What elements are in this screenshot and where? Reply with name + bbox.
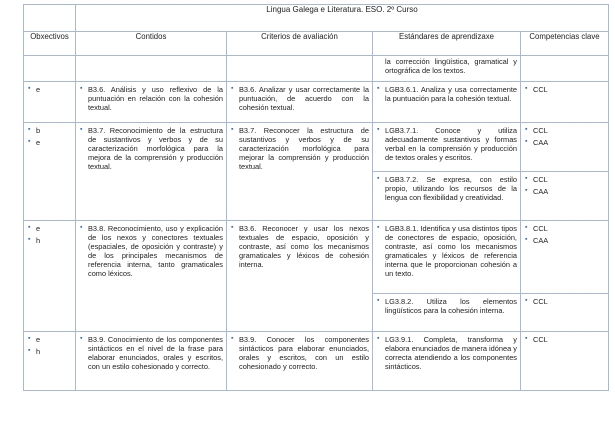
bullet-icon: ▪ bbox=[377, 85, 380, 92]
bullet-icon: ▪ bbox=[80, 335, 83, 342]
bullet-icon: ▪ bbox=[377, 335, 380, 342]
bullet-icon: ▪ bbox=[28, 138, 31, 146]
contenido-text: B3.9. Conocimiento de los componentes sintácticos en el nivel de la frase para elaborar enunciados, orales y escritos, con un estilo cohesionado y correcto. bbox=[88, 335, 223, 372]
estandar-cell bbox=[373, 221, 521, 294]
criterio-cell bbox=[227, 221, 373, 332]
bullet-icon: ▪ bbox=[525, 297, 528, 304]
estandar-text: LGB3.8.1. Identifica y usa distintos tipos de conectores de espacio, oposición, contraste, así como los mecanismos gramaticales y léxicos de referencia interna que le proporcionan cohesión a un texto. bbox=[385, 224, 517, 279]
competencia-item: CAA bbox=[533, 187, 549, 197]
criterio-text: B3.9. Conocer los componentes sintácticos para elaborar enunciados, orales y escritos, con un estilo cohesionado y correcto. bbox=[239, 335, 369, 372]
curriculum-table bbox=[23, 4, 609, 391]
criterio-cell bbox=[227, 56, 373, 82]
contenido-cell bbox=[76, 332, 227, 391]
obj-cell bbox=[24, 82, 76, 123]
bullet-icon: ▪ bbox=[525, 236, 528, 244]
obj-cell bbox=[24, 221, 76, 332]
objetivo-item: h bbox=[36, 236, 41, 246]
objetivo-item: b bbox=[36, 126, 41, 135]
objetivo-item: h bbox=[36, 347, 41, 357]
estandar-cell bbox=[373, 82, 521, 123]
estandar-text: LGB3.6.1. Analiza y usa correctamente la puntuación para la cohesión textual. bbox=[385, 85, 517, 104]
table-row bbox=[24, 332, 609, 391]
comp-cell bbox=[521, 56, 609, 82]
header-estandares: Estándares de aprendizaxe bbox=[373, 32, 521, 56]
estandar-text: LGB3.7.1. Conoce y utiliza adecuadamente sustantivos y formas verbal en la comprensión y producción de textos orales y escritos. bbox=[385, 126, 517, 163]
competencia-item: CAA bbox=[533, 138, 549, 148]
comp-cell bbox=[521, 294, 609, 332]
comp-cell bbox=[521, 221, 609, 294]
bullet-icon: ▪ bbox=[525, 85, 528, 92]
criterio-cell bbox=[227, 123, 373, 221]
contenido-cell bbox=[76, 123, 227, 221]
competencia-item: CCL bbox=[533, 335, 548, 344]
table-row bbox=[24, 221, 609, 294]
contenido-text: B3.7. Reconocimiento de la estructura de sustantivos y verbos y de su caracterización morfológica para la mejora de la comprensión y producción textual. bbox=[88, 126, 223, 172]
objetivo-item: e bbox=[36, 224, 41, 233]
bullet-icon: ▪ bbox=[377, 175, 380, 182]
competencia-item: CCL bbox=[533, 297, 548, 306]
title-blank-cell bbox=[24, 5, 76, 32]
bullet-icon: ▪ bbox=[525, 187, 528, 195]
bullet-icon: ▪ bbox=[231, 85, 234, 92]
bullet-icon: ▪ bbox=[80, 85, 83, 92]
obj-cell bbox=[24, 123, 76, 221]
header-criterios: Criterios de avaliación bbox=[227, 32, 373, 56]
bullet-icon: ▪ bbox=[377, 126, 380, 133]
estandar-text: LG3.8.2. Utiliza los elementos lingüísticos para la cohesión interna. bbox=[385, 297, 517, 316]
bullet-icon: ▪ bbox=[80, 126, 83, 133]
bullet-icon: ▪ bbox=[231, 335, 234, 342]
estandar-cell bbox=[373, 123, 521, 172]
bullet-icon: ▪ bbox=[525, 126, 528, 133]
bullet-icon: ▪ bbox=[231, 224, 234, 231]
bullet-icon: ▪ bbox=[28, 236, 31, 244]
table-row bbox=[24, 123, 609, 172]
criterio-cell bbox=[227, 82, 373, 123]
competencia-item: CCL bbox=[533, 175, 548, 184]
header-contenidos: Contidos bbox=[76, 32, 227, 56]
bullet-icon: ▪ bbox=[28, 224, 31, 231]
competencia-item: CCL bbox=[533, 126, 548, 135]
comp-cell bbox=[521, 82, 609, 123]
bullet-icon: ▪ bbox=[80, 224, 83, 231]
comp-cell bbox=[521, 332, 609, 391]
estandar-text: la corrección lingüística, gramatical y ortográfica de los textos. bbox=[385, 57, 517, 76]
estandar-cell bbox=[373, 332, 521, 391]
competencia-item: CCL bbox=[533, 85, 548, 94]
bullet-icon: ▪ bbox=[28, 335, 31, 342]
bullet-icon: ▪ bbox=[525, 138, 528, 146]
estandar-cell bbox=[373, 172, 521, 221]
bullet-icon: ▪ bbox=[525, 175, 528, 182]
contenido-text: B3.8. Reconocimiento, uso y explicación de los nexos y conectores textuales (espaciales, de oposición y contraste) y de los principales mecanismos de referencia interna, tanto gramaticales como léxicos. bbox=[88, 224, 223, 279]
estandar-text: LGB3.7.2. Se expresa, con estilo propio, utilizando los recursos de la lengua con flexibilidad y creatividad. bbox=[385, 175, 517, 203]
objetivo-item: e bbox=[36, 138, 41, 148]
objetivo-item: e bbox=[36, 85, 41, 94]
contenido-text: B3.6. Análisis y uso reflexivo de la puntuación en relación con la cohesión textual. bbox=[88, 85, 223, 113]
contenido-cell bbox=[76, 221, 227, 332]
bullet-icon: ▪ bbox=[231, 126, 234, 133]
obj-cell bbox=[24, 56, 76, 82]
comp-cell bbox=[521, 172, 609, 221]
estandar-cell bbox=[373, 56, 521, 82]
table-title: Lingua Galega e Literatura. ESO. 2º Curso bbox=[76, 5, 609, 32]
bullet-icon: ▪ bbox=[28, 85, 31, 92]
estandar-cell bbox=[373, 294, 521, 332]
header-competencias: Competencias clave bbox=[521, 32, 609, 56]
bullet-icon: ▪ bbox=[525, 335, 528, 342]
competencia-item: CAA bbox=[533, 236, 549, 246]
objetivo-item: e bbox=[36, 335, 41, 344]
table-row bbox=[24, 82, 609, 123]
criterio-text: B3.6. Reconocer y usar los nexos textuales de espacio, oposición y contraste, así como los mecanismos gramaticales y léxicos de cohesión interna. bbox=[239, 224, 369, 270]
bullet-icon: ▪ bbox=[28, 347, 31, 355]
bullet-icon: ▪ bbox=[377, 297, 380, 304]
table-row bbox=[24, 56, 609, 82]
estandar-text: LG3.9.1. Completa, transforma y elabora enunciados de manera idónea y correcta atendiendo a los componentes sintácticos. bbox=[385, 335, 517, 372]
criterio-text: B3.6. Analizar y usar correctamente la puntuación, de acuerdo con la cohesión textual. bbox=[239, 85, 369, 113]
comp-cell bbox=[521, 123, 609, 172]
bullet-icon: ▪ bbox=[525, 224, 528, 231]
bullet-icon: ▪ bbox=[377, 224, 380, 231]
contenido-cell bbox=[76, 82, 227, 123]
competencia-item: CCL bbox=[533, 224, 548, 233]
criterio-text: B3.7. Reconocer la estructura de sustantivos y verbos y de su caracterización morfológica para mejorar la comprensión y producción textual. bbox=[239, 126, 369, 172]
bullet-icon: ▪ bbox=[28, 126, 31, 133]
criterio-cell bbox=[227, 332, 373, 391]
obj-cell bbox=[24, 332, 76, 391]
contenido-cell bbox=[76, 56, 227, 82]
header-objetivos: Obxectivos bbox=[24, 32, 76, 56]
